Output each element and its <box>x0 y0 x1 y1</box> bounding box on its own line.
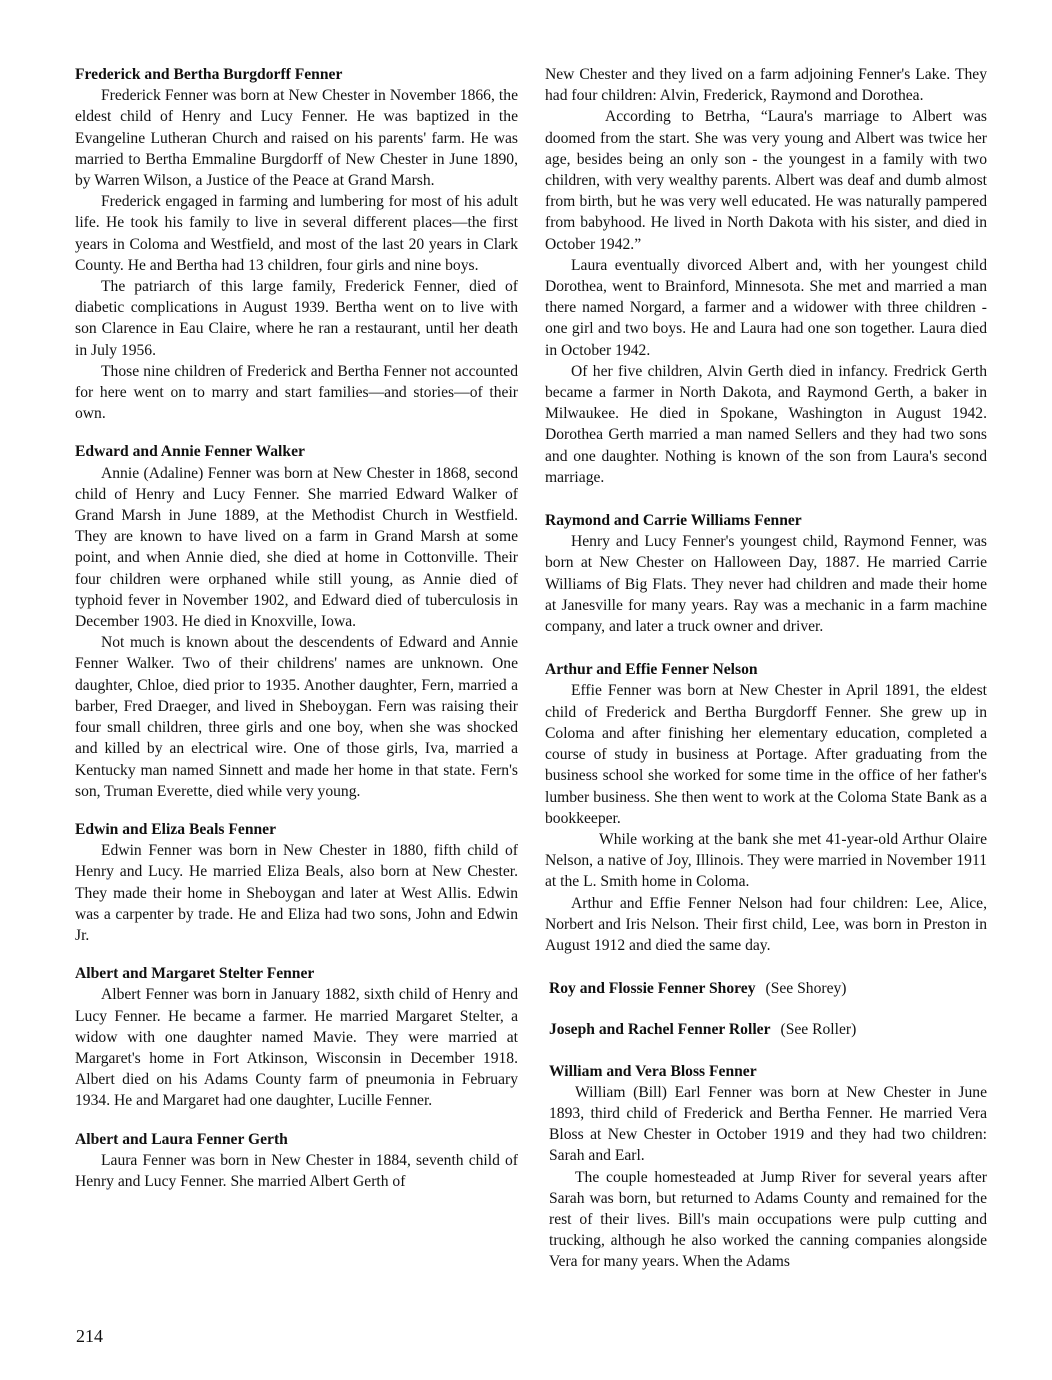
article-paragraph: According to Betrha, “Laura's marriage to Albert was doomed from the start. She was very young and Albert was twice her age, besides being an only son - the youngest in a family with two children, with very wealthy parents. Albert was deaf and dumb almost from birth, but he was very well educated. He was naturally pampered from babyhood. He lived in North Dakota with his sister, and died in October 1942.” <box>545 108 987 253</box>
article-albert-laura <box>75 1129 518 1193</box>
reference-name: Joseph and Rachel Fenner Roller <box>549 1021 771 1039</box>
article-paragraph: The couple homesteaded at Jump River for several years after Sarah was born, but returned to Adams County and remained for the rest of their lives. Bill's main occupations were pulp cutting and trucking, although he also worked the canning companies alongside Vera for many years. When the Adams <box>549 1168 987 1271</box>
continued-paragraph: New Chester and they lived on a farm adjoining Fenner's Lake. They had four children: Alvin, Frederick, Raymond and Dorothea. <box>545 66 987 105</box>
article-edwin-eliza <box>75 819 518 946</box>
article-paragraph: William (Bill) Earl Fenner was born at New Chester in June 1893, third child of Frederick and Bertha Fenner. He married Vera Bloss at New Chester in October 1919 and they had two children: Sarah and Earl. <box>549 1083 987 1165</box>
article-paragraph: Effie Fenner was born at New Chester in April 1891, the eldest child of Frederick and Bertha Burgdorff Fenner. She grew up in Coloma and after finishing her elementary education, completed a course of study in business at Portage. After graduating from the business school she worked for some time in the office of her father's lumber business. She then went to work at the Coloma State Bank as a bookkeeper. <box>545 682 987 827</box>
article-albert-laura-continued <box>545 64 987 488</box>
article-paragraph: Annie (Adaline) Fenner was born at New Chester in 1868, second child of Henry and Lucy Fenner. She married Edward Walker of Grand Marsh in June 1889, at the Methodist Church in Westfield. They are known to have lived on a farm in Grand Marsh at some point, and when Annie died, she died at home in Cottonville. Their four children were orphaned while still young, as Annie died of typhoid fever in November 1902, and Edward died of tuberculosis in December 1903. He died in Knoxville, Iowa. <box>75 464 518 631</box>
article-paragraph: Laura eventually divorced Albert and, with her youngest child Dorothea, went to Brainford, Minnesota. She met and married a man there named Norgard, a farmer and a widower with three children - one girl and two boys. He and Laura had one son together. Laura died in October 1942. <box>545 256 987 359</box>
reference-roller <box>549 1019 987 1040</box>
article-heading: William and Vera Bloss Fenner <box>549 1062 757 1080</box>
article-paragraph: Frederick engaged in farming and lumbering for most of his adult life. He took his family to live in several different places—the first years in Coloma and Westfield, and most of the last 20 years in Clark County. He and Bertha had 13 children, four girls and nine boys. <box>75 193 518 274</box>
article-paragraph: Arthur and Effie Fenner Nelson had four children: Lee, Alice, Norbert and Iris Nelson. Their first child, Lee, was born in Preston in August 1912 and died the same day. <box>545 894 987 954</box>
article-paragraph: Not much is known about the descendents of Edward and Annie Fenner Walker. Two of their childrens' names are unknown. One daughter, Chloe, died prior to 1935. Another daughter, Fern, married a barber, Fred Draeger, and lived in Sheboygan. Fern was raising their four small children, three girls and one boy, when she was shocked and killed by an electrical wire. One of those girls, Iva, married a Kentucky man named Sinnett and made her home in that state. Fern's son, Truman Everette, died while very young. <box>75 634 518 800</box>
article-heading: Albert and Laura Fenner Gerth <box>75 1130 288 1148</box>
article-frederick-bertha <box>75 64 518 424</box>
article-heading: Frederick and Bertha Burgdorff Fenner <box>75 66 343 83</box>
article-paragraph: Henry and Lucy Fenner's youngest child, Raymond Fenner, was born at New Chester on Halloween Day, 1887. He married Carrie Williams of Big Flats. They never had children and made their home at Janesville for many years. Ray was a mechanic in a farm machine company, and later a truck owner and driver. <box>545 533 987 636</box>
article-albert-margaret <box>75 963 518 1111</box>
article-heading: Edward and Annie Fenner Walker <box>75 443 305 461</box>
article-heading: Arthur and Effie Fenner Nelson <box>545 661 758 679</box>
article-paragraph: Albert Fenner was born in January 1882, sixth child of Henry and Lucy Fenner. He became a farmer. He married Margaret Stelter, a widow with one daughter named Mavie. They were married at Margaret's home in Fort Atkinson, Wisconsin in December 1918. Albert died on his Adams County farm of pneumonia in February 1934. He and Margaret had one daughter, Lucille Fenner. <box>75 986 518 1110</box>
article-arthur-effie <box>545 659 987 956</box>
article-paragraph: While working at the bank she met 41-year-old Arthur Olaire Nelson, a native of Joy, Illinois. They were married in November 1911 at the L. Smith home in Coloma. <box>545 830 987 891</box>
reference-name: Roy and Flossie Fenner Shorey <box>549 980 756 998</box>
article-paragraph: Edwin Fenner was born in New Chester in 1880, fifth child of Henry and Lucy. He married Eliza Beals, also born at New Chester. They made their home in Sheboygan and later at West Allis. Edwin was a carpenter by trade. He and Eliza had two sons, John and Edwin Jr. <box>75 842 518 944</box>
article-paragraph: The patriarch of this large family, Frederick Fenner, died of diabetic complications in August 1939. Bertha went on to live with son Clarence in Eau Claire, where he ran a restaurant, until her death in July 1956. <box>75 278 518 359</box>
article-paragraph: Laura Fenner was born in New Chester in 1884, seventh child of Henry and Lucy Fenner. She married Albert Gerth of <box>75 1151 518 1190</box>
article-paragraph: Frederick Fenner was born at New Chester in November 1866, the eldest child of Henry and Lucy Fenner. He was baptized in the Evangeline Lutheran Church and raised on his parents' farm. He was married to Bertha Emmaline Burgdorff of New Chester in June 1890, by Warren Wilson, a Justice of the Peace at Grand Marsh. <box>75 87 518 190</box>
article-heading: Albert and Margaret Stelter Fenner <box>75 965 315 983</box>
reference-see: (See Shorey) <box>765 980 847 998</box>
article-william-vera <box>549 1061 987 1273</box>
article-raymond-carrie <box>545 510 987 637</box>
reference-see: (See Roller) <box>780 1021 857 1039</box>
article-heading: Raymond and Carrie Williams Fenner <box>545 512 802 530</box>
left-column <box>75 64 518 1209</box>
right-column <box>545 64 987 1290</box>
article-paragraph: Of her five children, Alvin Gerth died in infancy. Fredrick Gerth became a farmer in North Dakota, and Raymond Gerth, a baker in Milwaukee. He died in Spokane, Washington in August 1942. Dorothea Gerth married a man named Sellers and they had two sons and one daughter. Nothing is known of the son from Laura's second marriage. <box>545 362 987 486</box>
page-number: 214 <box>76 1326 103 1346</box>
article-paragraph: Those nine children of Frederick and Bertha Fenner not accounted for here went on to marry and start families—and stories—of their own. <box>75 362 518 423</box>
reference-shorey <box>549 978 987 999</box>
article-heading: Edwin and Eliza Beals Fenner <box>75 820 277 838</box>
article-edward-annie <box>75 441 518 801</box>
